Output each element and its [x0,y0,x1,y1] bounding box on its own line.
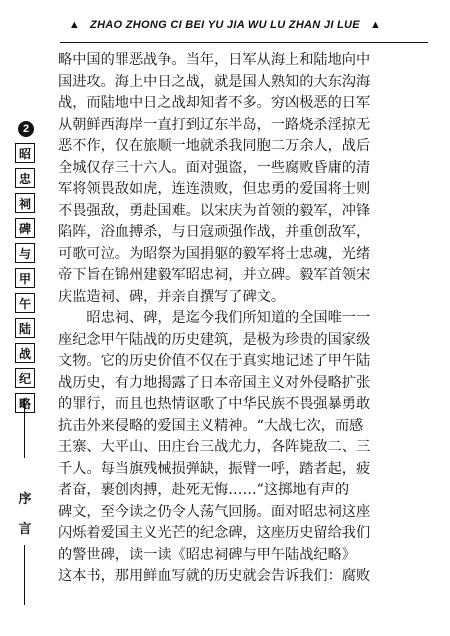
text-line: 战，而陆地中日之战却知者不多。穷凶极恶的日军 [58,95,371,111]
title-char: 纪 [15,368,35,388]
section-label-char: 序 [18,492,32,507]
left-triangle-icon: ▲ [68,19,81,31]
text-line: 陷阵，浴血搏杀，与日寇顽强作战，并重创敌军， [58,224,371,240]
text-line: 庆监造祠、碑，并亲自撰写了碑文。 [58,288,286,305]
text-line: 不畏强敌，勇赴国难。以宋庆为首领的毅军，冲锋 [58,202,371,219]
text-line: 碑文，至今读之仍令人荡气回肠。面对昭忠祠这座 [58,503,371,520]
text-line: 王寨、大平山、田庄台三战尤力，各阵毙敌二、三 [58,439,371,455]
text-line: 昭忠祠、碑，是迄今我们所知道的全国唯一一 [86,310,371,326]
text-line: 恶不作，仅在旅顺一地就杀我同胞二万余人，战后 [58,138,371,154]
title-char: 略 [15,393,35,413]
header-rule [60,42,428,43]
sidebar-rule-bottom [24,545,25,605]
text-line: 抗击外来侵略的爱国主义精神。“大战七次，而感 [58,417,364,434]
text-line: 闪烁着爱国主义光芒的纪念碑，这座历史留给我们 [58,525,371,541]
title-char: 午 [15,293,35,313]
text-line: 略中国的罪恶战争。当年，日军从海上和陆地向中 [58,52,371,68]
body-text [58,50,430,588]
section-label-char: 言 [18,522,32,537]
title-char: 祠 [15,193,35,213]
paragraph-2-cont [58,330,430,588]
text-line: 军将领畏敌如虎，连连溃败，但忠勇的爱国将士则 [58,181,371,197]
running-header [0,10,450,40]
title-char: 忠 [15,168,35,188]
text-line: 的罪行，而且也热情讴歌了中华民族不畏强暴勇敢 [58,396,371,412]
title-char: 甲 [15,268,35,288]
right-triangle-icon: ▲ [369,19,382,31]
text-line: 全城仅存三十六人。面对强盗，一些腐败昏庸的清 [58,159,371,176]
title-char: 与 [15,243,35,263]
page-number-badge: 2 [18,121,34,137]
text-line: 可歌可泣。为昭祭为国捐躯的毅军将士忠魂，光绪 [58,245,371,262]
paragraph-1 [58,50,430,308]
paragraph-2 [58,308,430,330]
title-char: 碑 [15,218,35,238]
text-line: 文物。它的历史价值不仅在于真实地记述了甲午陆 [58,353,371,369]
text-line: 千人。每当旗残械损弹缺，振臂一呼，踏者起，疲 [58,460,371,477]
text-line: 战历史，有力地揭露了日本帝国主义对外侵略扩张 [58,374,371,391]
text-line: 从朝鲜西海岸一直打到辽东半岛，一路烧杀淫掠无 [58,116,371,133]
sidebar [0,0,60,636]
text-line: 者奋，裹创肉搏，赴死无悔……”这掷地有声的 [58,482,350,498]
text-line: 的警世碑，读一读《昭忠祠碑与甲午陆战纪略》 [58,546,356,563]
text-line: 座纪念甲午陆战的历史建筑，是极为珍贵的国家级 [58,331,371,348]
title-char: 战 [15,343,35,363]
title-char: 陆 [15,318,35,338]
text-line: 国进攻。海上中日之战，就是国人熟知的大东沟海 [58,73,371,90]
vertical-book-title [15,143,35,413]
text-line: 帝下旨在锦州建毅军昭忠祠，并立碑。毅军首领宋 [58,267,371,283]
text-line: 这本书，那用鲜血写就的历史就会告诉我们：腐败 [58,568,371,584]
title-char: 昭 [15,143,35,163]
header-title: ZHAO ZHONG CI BEI YU JIA WU LU ZHAN JI LUE [90,19,360,31]
sidebar-rule-top [24,398,25,458]
